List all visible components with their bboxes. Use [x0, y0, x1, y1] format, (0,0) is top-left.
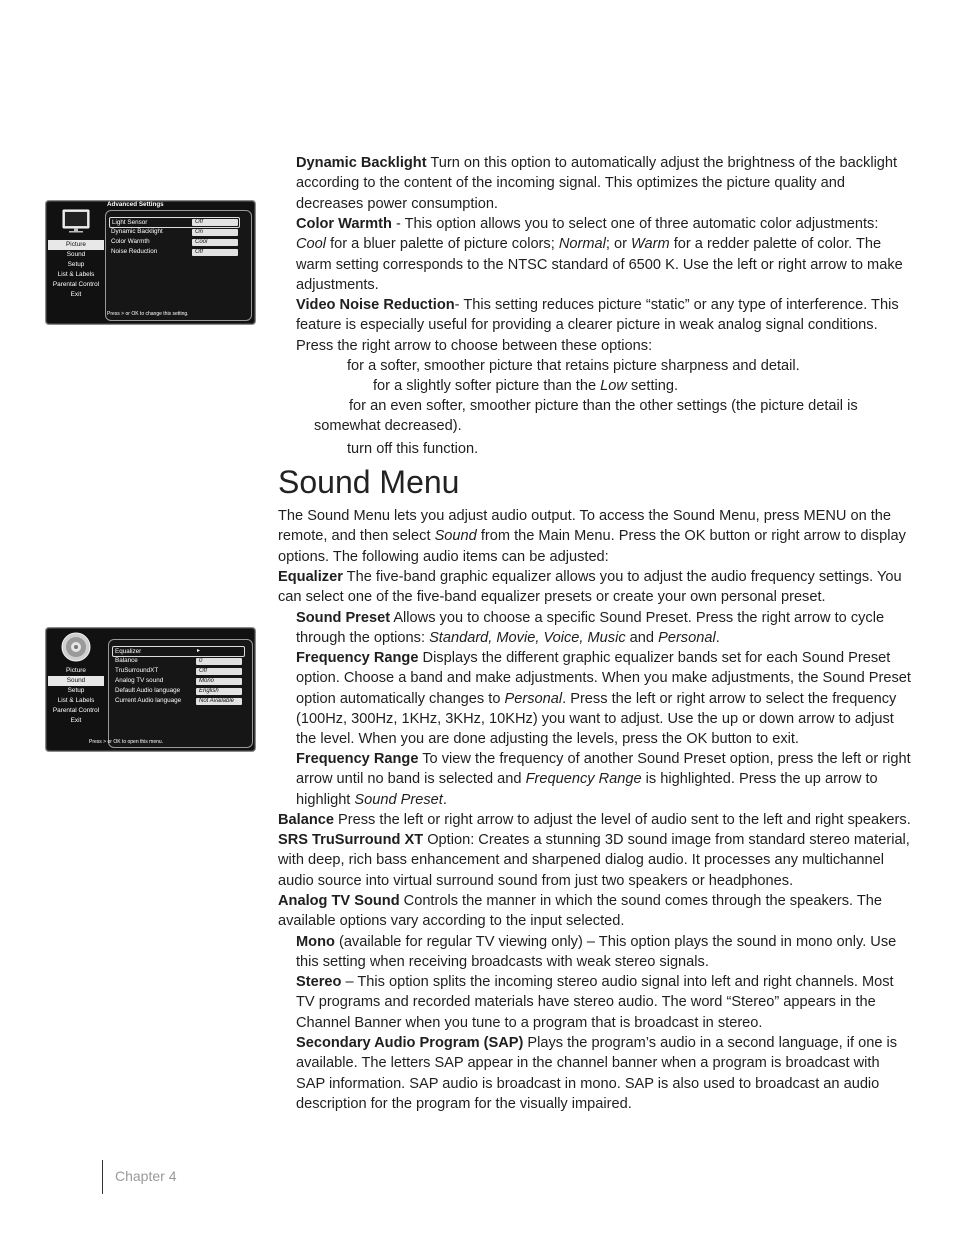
tv-row-label: Equalizer: [115, 648, 142, 655]
option-text: setting.: [626, 378, 679, 394]
video-noise-paragraph: [296, 295, 912, 356]
tv-nav-item[interactable]: List & Labels: [57, 697, 95, 704]
sound-menu-screenshot: [45, 627, 256, 752]
emphasis: Personal: [504, 690, 563, 707]
emphasis: Sound Preset: [354, 791, 443, 808]
sound-intro-paragraph: [278, 506, 912, 567]
tv-footer-hint: Press > or OK to change this setting.: [107, 311, 189, 317]
emphasis: Frequency Range: [525, 771, 642, 788]
dynamic-backlight-paragraph: [296, 153, 912, 214]
description: Plays the program’s audio in a second language, if one is available. The letters SAP appear in the channel banner when a program is broadcast with SAP information. SAP audio is broadcast in mono. SAP is also used to broadcast an audio description for the program for the visually impaired.: [296, 1035, 898, 1112]
tv-nav-item[interactable]: Sound: [66, 251, 86, 258]
tv-nav-item[interactable]: Exit: [70, 291, 82, 298]
sound-preset-paragraph: [296, 608, 912, 649]
tv-row-value: Mono: [196, 678, 242, 685]
tv-nav-item[interactable]: Setup: [67, 687, 85, 694]
description: .: [715, 630, 720, 647]
emphasis: Personal: [658, 630, 716, 647]
equalizer-paragraph: [278, 567, 912, 608]
term: Frequency Range: [296, 751, 419, 767]
tv-row-value: Not Available: [196, 698, 242, 705]
tv-row-analog-tv-sound[interactable]: [115, 676, 195, 685]
description: ; or: [605, 236, 631, 253]
option-text: for a slightly softer picture than the: [373, 378, 601, 394]
tv-nav-column: [46, 201, 106, 324]
tv-row-label: Default Audio language: [115, 687, 181, 694]
noise-option-strong-line1: [349, 396, 858, 416]
description: To view the frequency of another Sound Preset option, press the left or right arrow until no band is selected and: [296, 751, 911, 788]
tv-nav-list: [48, 240, 104, 300]
tv-row-value: Cool: [192, 239, 238, 246]
term: Balance: [278, 812, 334, 828]
tv-row-label: Analog TV sound: [115, 677, 164, 684]
tv-nav-item[interactable]: List & Labels: [57, 271, 95, 278]
tv-row-label: Noise Reduction: [111, 248, 158, 255]
tv-row-value: 0: [196, 658, 242, 665]
tv-nav-item[interactable]: Sound: [48, 676, 104, 686]
description: Turn on this option to automatically adjust the brightness of the backlight according to the content of the incoming signal. This optimizes the picture quality and decreases power consumption.: [296, 155, 898, 212]
frequency-range-paragraph-1: [296, 648, 912, 749]
tv-row-default-audio-language[interactable]: [115, 686, 195, 695]
tv-row-current-audio-language[interactable]: [115, 696, 195, 705]
term: SRS TruSurround XT: [278, 832, 424, 848]
description: . Press the left or right arrow to select the frequency (100Hz, 300Hz, 1KHz, 3KHz, 10KHz) you want to adjust. Use the up or down arrow to adjust the level. When you are done adjusting the levels, press the OK button to exit.: [296, 690, 897, 748]
noise-option-strong-line2: [314, 416, 462, 436]
balance-paragraph: [278, 810, 912, 830]
term: Equalizer: [278, 569, 343, 585]
tv-settings-panel: [105, 210, 252, 321]
tv-row-noise-reduction[interactable]: [111, 247, 191, 256]
emphasis: Cool: [296, 236, 327, 253]
description: The Sound Menu lets you adjust audio output. To access the Sound Menu, press MENU on the remote, and then select: [278, 508, 892, 545]
term: Video Noise Reduction: [296, 297, 455, 313]
section-title: Sound Menu: [278, 464, 460, 500]
tv-row-value: Off: [192, 249, 238, 256]
tv-nav-list: [48, 666, 104, 726]
tv-nav-item[interactable]: Picture: [66, 667, 86, 674]
description: Displays the different graphic equalizer bands set for each Sound Preset option. Choose a band and make adjustments. When you make adjustments, the Sound Preset option automatically changes to: [296, 650, 911, 707]
option-text: turn off this function.: [347, 441, 479, 457]
description: (available for regular TV viewing only) – This option plays the sound in mono only. Use this setting when receiving broadcasts with weak stereo signals.: [296, 934, 897, 971]
term: Mono: [296, 934, 335, 950]
description: The five-band graphic equalizer allows you to adjust the audio frequency settings. You can select one of the five-band equalizer presets or create your own personal preset.: [278, 569, 902, 606]
tv-nav-item[interactable]: Picture: [48, 240, 104, 250]
srs-paragraph: [278, 830, 912, 891]
tv-row-trusurround[interactable]: [115, 666, 195, 675]
stereo-paragraph: [296, 972, 912, 1033]
tv-row-dynamic-backlight[interactable]: [111, 227, 191, 236]
term: Frequency Range: [296, 650, 419, 666]
term: Secondary Audio Program (SAP): [296, 1035, 524, 1051]
tv-row-value: Off: [192, 219, 238, 226]
tv-settings-panel: [89, 639, 253, 748]
option-text: for a softer, smoother picture that retains picture sharpness and detail.: [347, 358, 800, 374]
tv-nav-column: [46, 628, 106, 751]
tv-row-label: Light Sensor: [112, 219, 148, 226]
term: Stereo: [296, 974, 342, 990]
noise-option-medium: [373, 376, 678, 396]
tv-nav-item[interactable]: Parental Control: [52, 281, 100, 288]
description: - This setting reduces picture “static” or any type of interference. This feature is especially useful for providing a clearer picture in weak analog signal conditions. Press the right arrow to choose between these options:: [296, 297, 899, 354]
advanced-settings-screenshot: [45, 200, 256, 325]
term: Analog TV Sound: [278, 893, 400, 909]
tv-nav-item[interactable]: Exit: [70, 717, 82, 724]
tv-row-label: Balance: [115, 657, 138, 664]
emphasis: Sound: [434, 528, 477, 545]
tv-row-label: Color Warmth: [111, 238, 150, 245]
noise-option-low: [347, 356, 800, 376]
tv-row-balance[interactable]: [115, 656, 195, 665]
description: Allows you to choose a specific Sound Preset. Press the right arrow to cycle through the options:: [296, 610, 885, 647]
description: - This option allows you to select one of three automatic color adjustments:: [391, 216, 879, 232]
tv-row-label: Current Audio language: [115, 697, 182, 704]
description: for a bluer palette of picture colors;: [326, 236, 559, 253]
option-text: somewhat decreased).: [314, 418, 462, 434]
emphasis: Standard, Movie, Voice, Music: [429, 630, 626, 647]
tv-row-label: Dynamic Backlight: [111, 228, 163, 235]
arrow-right-icon: ▸: [197, 648, 201, 654]
description: from the Main Menu. Press the OK button or right arrow to display options. The following audio items can be adjusted:: [278, 528, 906, 565]
color-warmth-paragraph: [296, 214, 912, 295]
tv-footer-hint: Press > or OK to open this menu.: [89, 739, 164, 745]
tv-row-value: On: [192, 229, 238, 236]
term: Sound Preset: [296, 610, 391, 626]
footer-divider: [102, 1160, 103, 1194]
tv-row-value: Off: [196, 668, 242, 675]
emphasis: Low: [600, 378, 627, 394]
tv-row-label: TruSurroundXT: [115, 667, 159, 674]
description: Option: Creates a stunning 3D sound image from standard stereo material, with deep, rich bass enhancement and sharpened dialog audio. It processes any multichannel audio source into virtual surround sound from just two speakers or headphones.: [278, 832, 910, 889]
sap-paragraph: [296, 1033, 912, 1114]
tv-nav-item[interactable]: Parental Control: [52, 707, 100, 714]
option-text: for an even softer, smoother picture than the other settings (the picture detail is: [349, 398, 858, 414]
description: for a redder palette of color. The warm setting corresponds to the NTSC standard of 6500 K. Use the left or right arrow to make adjustments.: [296, 236, 903, 293]
mono-paragraph: [296, 932, 912, 973]
term: Color Warmth: [296, 216, 392, 232]
description: Press the left or right arrow to adjust the level of audio sent to the left and right speakers.: [333, 812, 911, 828]
emphasis: Normal: [558, 236, 606, 253]
tv-row-value: English: [196, 688, 242, 695]
chapter-label: Chapter 4: [115, 1168, 177, 1184]
frequency-range-paragraph-2: [296, 749, 912, 810]
emphasis: Warm: [631, 236, 670, 253]
noise-option-off: [347, 439, 478, 459]
description: Controls the manner in which the sound comes through the speakers. The available options vary according to the input selected.: [278, 893, 883, 930]
description: is highlighted. Press the up arrow to highlight: [296, 771, 878, 808]
description: and: [625, 630, 659, 647]
term: Dynamic Backlight: [296, 155, 427, 171]
description: .: [442, 791, 447, 808]
analog-tv-sound-paragraph: [278, 891, 912, 932]
tv-row-color-warmth[interactable]: [111, 237, 191, 246]
description: – This option splits the incoming stereo audio signal into left and right channels. Most TV programs and recorded materials have stereo audio. The word “Stereo” appears in the Channel Banner when you tune to a program that is broadcast in stereo.: [296, 974, 894, 1031]
tv-panel-title: Advanced Settings: [107, 201, 164, 208]
tv-nav-item[interactable]: Setup: [67, 261, 85, 268]
